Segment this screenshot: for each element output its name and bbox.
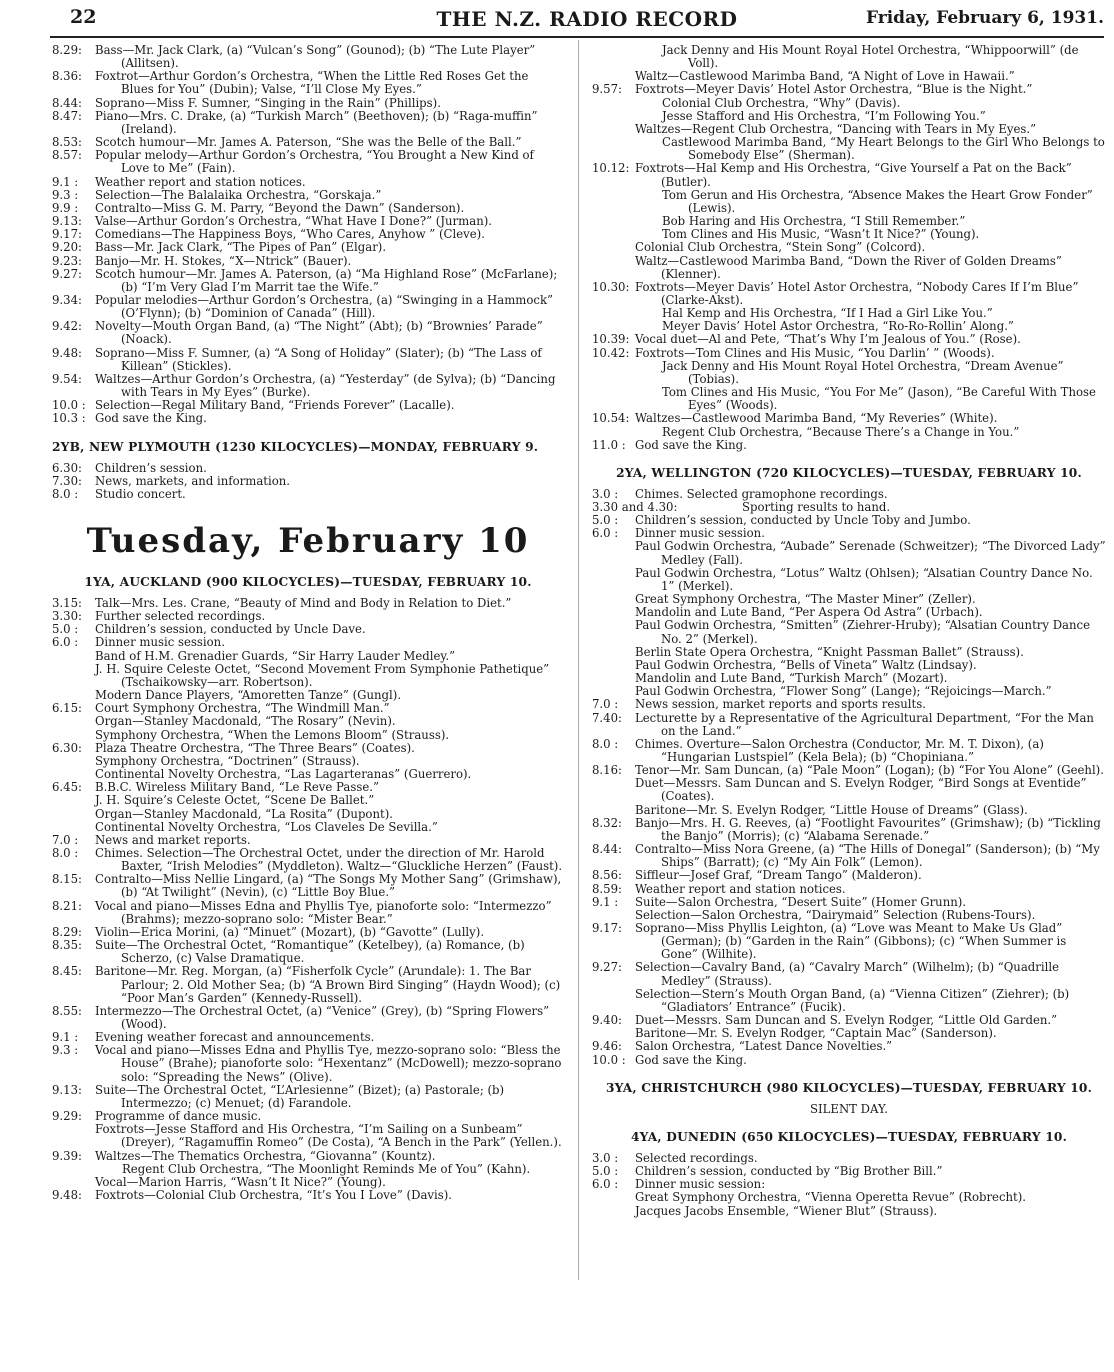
- entry-text: Selection—Salon Orchestra, “Dairymaid” Selection (Rubens-Tours).: [635, 907, 1036, 922]
- programme-entry: [52, 412, 564, 425]
- programme-entry: [592, 83, 1106, 96]
- entry-text: Court Symphony Orchestra, “The Windmill Man.”: [95, 701, 390, 716]
- entry-time: 8.56:: [592, 868, 622, 883]
- entry-text: Chimes. Selection—The Orchestral Octet, under the direction of Mr. Harold Baxter, “Irish Melodies” (Myddleton). Waltz—“Gluckliche Herzen” (Faust).: [95, 845, 563, 874]
- entry-text: News and market reports.: [95, 832, 251, 847]
- entry-text: Valse—Arthur Gordon’s Orchestra, “What Have I Done?” (Jurman).: [95, 214, 492, 229]
- programme-entry: [592, 883, 1106, 896]
- page-number: 22: [70, 6, 97, 28]
- entry-time: 9.27:: [52, 266, 82, 281]
- entry-time: 7.0 :: [592, 697, 619, 712]
- programme-list: [52, 597, 564, 1202]
- entry-text: Baritone—Mr. S. Evelyn Rodger, “Little House of Dreams” (Glass).: [635, 802, 1028, 817]
- programme-entry: [592, 961, 1106, 987]
- entry-text: Symphony Orchestra, “Doctrinen” (Strauss).: [95, 753, 360, 768]
- entry-time: 8.15:: [52, 872, 82, 887]
- entry-text: Studio concert.: [95, 486, 186, 501]
- entry-text: Paul Godwin Orchestra, “Bells of Vineta” Waltz (Lindsay).: [635, 657, 977, 672]
- programme-entry: [592, 922, 1106, 961]
- entry-text: Soprano—Miss F. Sumner, “Singing in the Rain” (Phillips).: [95, 95, 441, 110]
- entry-time: 9.9 :: [52, 200, 79, 215]
- entry-time: 11.0 :: [592, 437, 626, 452]
- entry-text: Contralto—Miss Nora Greene, (a) “The Hills of Donegal” (Sanderson); (b) “My Ships” (Barratt); (c) “My Ain Folk” (Lemon).: [635, 842, 1100, 870]
- programme-entry: [52, 965, 564, 1004]
- programme-entry: [52, 1163, 564, 1176]
- entry-text: Jack Denny and His Mount Royal Hotel Orchestra, “Whippoorwill” (de Voll).: [662, 43, 1079, 71]
- entry-text: Dinner music session:: [635, 1177, 766, 1192]
- programme-entry: [52, 794, 564, 807]
- programme-entry: [52, 1150, 564, 1163]
- entry-time: 10.39:: [592, 332, 630, 347]
- masthead-title: THE N.Z. RADIO RECORD: [436, 7, 738, 31]
- programme-entry: [52, 44, 564, 70]
- entry-time: 10.0 :: [52, 398, 86, 413]
- programme-entry: [592, 896, 1106, 909]
- programme-entry: [592, 347, 1106, 360]
- entry-text: Selection—Stern’s Mouth Organ Band, (a) “Vienna Citizen” (Ziehrer); (b) “Gladiators’ Entrance” (Fucik).: [635, 986, 1070, 1014]
- programme-entry: [52, 636, 564, 649]
- entry-time: 9.13:: [52, 214, 82, 229]
- entry-text: Waltzes—Castlewood Marimba Band, “My Reveries” (White).: [635, 411, 998, 426]
- entry-time: 8.29:: [52, 43, 82, 57]
- entry-text: Tom Clines and His Music, “Wasn’t It Nice?” (Young).: [662, 227, 980, 242]
- entry-time: 7.30:: [52, 473, 82, 488]
- entry-text: Piano—Mrs. C. Drake, (a) “Turkish March” (Beethoven); (b) “Raga-muffin” (Ireland).: [95, 108, 538, 136]
- entry-time: 3.0 :: [592, 1150, 619, 1165]
- programme-entry: [52, 939, 564, 965]
- entry-time: 3.30:: [52, 609, 82, 624]
- programme-entry: [52, 97, 564, 110]
- entry-time: 8.53:: [52, 135, 82, 150]
- entry-text: J. H. Squire Celeste Octet, “Second Movement From Symphonie Pathetique” (Tschaikowsky—arr. Robertson).: [95, 661, 550, 689]
- programme-entry: [52, 808, 564, 821]
- entry-time: 8.29:: [52, 924, 82, 939]
- programme-entry: [592, 255, 1106, 281]
- entry-text: Waltzes—The Thematics Orchestra, “Giovanna” (Kountz).: [95, 1148, 436, 1163]
- programme-entry: [592, 439, 1106, 452]
- entry-time: 10.30:: [592, 279, 630, 294]
- programme-entry: [592, 646, 1106, 659]
- entry-text: Dinner music session.: [635, 526, 765, 541]
- entry-text: Banjo—Mrs. H. G. Reeves, (a) “Footlight Favourites” (Grimshaw); (b) “Tickling the Banjo” (Morris); (c) “Alabama Serenade.”: [635, 815, 1101, 843]
- entry-text: Mandolin and Lute Band, “Turkish March” (Mozart).: [635, 671, 948, 686]
- entry-text: Paul Godwin Orchestra, “Aubade” Serenade (Schweitzer); “The Divorced Lady” Medley (Fall).: [635, 539, 1106, 567]
- entry-time: 9.48:: [52, 345, 82, 360]
- programme-entry: [592, 189, 1106, 215]
- entry-time: 9.17:: [592, 921, 622, 935]
- entry-text: Organ—Stanley Macdonald, “La Rosita” (Dupont).: [95, 806, 393, 821]
- entry-text: Foxtrots—Meyer Davis’ Hotel Astor Orchestra, “Blue is the Night.”: [635, 82, 1033, 97]
- programme-entry: [52, 715, 564, 728]
- programme-entry: [52, 475, 564, 488]
- programme-entry: [52, 294, 564, 320]
- entry-text: B.B.C. Wireless Military Band, “Le Reve Passe.”: [95, 780, 379, 795]
- entry-text: Weather report and station notices.: [635, 881, 846, 896]
- entry-text: Vocal and piano—Misses Edna and Phyllis Tye, pianoforte solo: “Intermezzo” (Brahms); mezzo-soprano solo: “Mister Bear.”: [95, 898, 552, 926]
- entry-time: 5.0 :: [592, 1164, 619, 1179]
- right-column: [592, 44, 1106, 1218]
- programme-entry: [592, 281, 1106, 307]
- programme-list: [52, 44, 564, 426]
- entry-text: Paul Godwin Orchestra, “Smitten” (Ziehrer-Hruby); “Alsatian Country Dance No. 2” (Merkel).: [635, 618, 1091, 646]
- entry-text: News, markets, and information.: [95, 473, 291, 488]
- programme-entry: [52, 488, 564, 501]
- entry-text: Band of H.M. Grenadier Guards, “Sir Harry Lauder Medley.”: [95, 648, 456, 663]
- programme-entry: [592, 110, 1106, 123]
- entry-text: Foxtrot—Arthur Gordon’s Orchestra, “When the Little Red Roses Get the Blues for You” (Dubin); Valse, “I’ll Close My Eyes.”: [95, 69, 529, 97]
- entry-time: 8.44:: [52, 95, 82, 110]
- entry-text: Weather report and station notices.: [95, 174, 306, 189]
- entry-text: Soprano—Miss Phyllis Leighton, (a) “Love was Meant to Make Us Glad” (German); (b) “Garden in the Rain” (Gibbons); (c) “When Summer is Gone” (Wilhite).: [635, 921, 1067, 962]
- entry-text: Comedians—The Happiness Boys, “Who Cares, Anyhow ” (Cleve).: [95, 227, 485, 242]
- entry-text: Foxtrots—Jesse Stafford and His Orchestra, “I’m Sailing on a Sunbeam” (Dreyer), “Ragamuffin Romeo” (De Costa), “A Bench in the Park” (Yellen.).: [95, 1122, 562, 1150]
- entry-text: Scotch humour—Mr. James A. Paterson, “She was the Belle of the Ball.”: [95, 135, 522, 150]
- entry-text: Castlewood Marimba Band, “My Heart Belongs to the Girl Who Belongs to Somebody Else” (Sherman).: [662, 135, 1105, 163]
- entry-text: Plaza Theatre Orchestra, “The Three Bears” (Coates).: [95, 740, 415, 755]
- programme-entry: [52, 742, 564, 755]
- programme-entry: [592, 1205, 1106, 1218]
- entry-text: Suite—Salon Orchestra, “Desert Suite” (Homer Grunn).: [635, 894, 967, 909]
- entry-time: 7.40:: [592, 710, 622, 725]
- programme-entry: [52, 1084, 564, 1110]
- entry-text: Baritone—Mr. S. Evelyn Rodger, “Captain Mac” (Sanderson).: [635, 1026, 997, 1041]
- programme-entry: [52, 110, 564, 136]
- entry-time: 5.0 :: [52, 622, 79, 637]
- programme-entry: [592, 712, 1106, 738]
- entry-time: 6.0 :: [592, 526, 619, 541]
- entry-text: Selected recordings.: [635, 1150, 758, 1165]
- entry-time: 10.0 :: [592, 1052, 626, 1067]
- programme-entry: [592, 1054, 1106, 1067]
- entry-text: Waltz—Castlewood Marimba Band, “A Night of Love in Hawaii.”: [635, 69, 1015, 84]
- programme-entry: [592, 241, 1106, 254]
- entry-time: 9.13:: [52, 1082, 82, 1097]
- entry-time: 10.3 :: [52, 411, 86, 426]
- station-heading: 4YA, DUNEDIN (650 KILOCYCLES)—TUESDAY, FEBRUARY 10.: [630, 1129, 1068, 1144]
- programme-entry: [592, 1040, 1106, 1053]
- programme-entry: [592, 44, 1106, 70]
- programme-entry: [592, 567, 1106, 593]
- programme-entry: [52, 900, 564, 926]
- entry-text: Jack Denny and His Mount Royal Hotel Orchestra, “Dream Avenue” (Tobias).: [662, 358, 1064, 386]
- programme-entry: [52, 650, 564, 663]
- entry-text: Chimes. Selected gramophone recordings.: [635, 486, 888, 501]
- programme-entry: [52, 268, 564, 294]
- entry-time: 9.42:: [52, 319, 82, 334]
- entry-text: News session, market reports and sports results.: [635, 697, 926, 712]
- page-header: [70, 6, 1104, 38]
- programme-entry: [52, 663, 564, 689]
- entry-time: 9.1 :: [52, 174, 79, 189]
- entry-text: Paul Godwin Orchestra, “Flower Song” (Lange); “Rejoicings—March.”: [635, 684, 1052, 699]
- entry-time: 9.20:: [52, 240, 82, 255]
- programme-entry: [592, 360, 1106, 386]
- entry-time: 8.0 :: [592, 736, 619, 751]
- entry-text: Berlin State Opera Orchestra, “Knight Passman Ballet” (Strauss).: [635, 644, 1024, 659]
- entry-time: 7.0 :: [52, 832, 79, 847]
- entry-time: 8.32:: [592, 815, 622, 830]
- entry-text: Duet—Messrs. Sam Duncan and S. Evelyn Rodger, “Bird Songs at Eventide” (Coates).: [635, 776, 1087, 804]
- entry-text: J. H. Squire’s Celeste Octet, “Scene De Ballet.”: [95, 793, 375, 808]
- programme-entry: [52, 729, 564, 742]
- entry-time: 8.35:: [52, 938, 82, 953]
- entry-text: Organ—Stanley Macdonald, “The Rosary” (Nevin).: [95, 714, 396, 729]
- entry-text: Children’s session.: [95, 460, 207, 475]
- programme-list: [592, 44, 1106, 452]
- entry-text: Modern Dance Players, “Amoretten Tanze” (Gungl).: [95, 688, 402, 703]
- entry-text: Colonial Club Orchestra, “Stein Song” (Colcord).: [635, 240, 926, 255]
- entry-text: Children’s session, conducted by Uncle Toby and Jumbo.: [635, 513, 971, 528]
- programme-entry: [592, 817, 1106, 843]
- programme-list: [52, 462, 564, 501]
- entry-text: Continental Novelty Orchestra, “Los Claveles De Sevilla.”: [95, 819, 438, 834]
- entry-time: 8.59:: [592, 881, 622, 896]
- entry-text: Popular melodies—Arthur Gordon’s Orchestra, (a) “Swinging in a Hammock” (O’Flynn); (b) “Dominion of Canada” (Hill).: [95, 292, 554, 321]
- programme-entry: [592, 333, 1106, 346]
- issue-date: Friday, February 6, 1931.: [866, 8, 1104, 28]
- entry-time: 10.54:: [592, 411, 630, 426]
- programme-entry: [52, 373, 564, 399]
- entry-time: 8.57:: [52, 148, 82, 163]
- entry-text: Scotch humour—Mr. James A. Paterson, (a) “Ma Highland Rose” (McFarlane); (b) “I’m Very Glad I’m Marrit tae the Wife.”: [95, 266, 558, 294]
- programme-entry: [52, 1123, 564, 1149]
- entry-text: Further selected recordings.: [95, 609, 266, 624]
- entry-text: Continental Novelty Orchestra, “Las Lagarteranas” (Guerrero).: [95, 767, 472, 782]
- entry-text: Symphony Orchestra, “When the Lemons Bloom” (Strauss).: [95, 727, 450, 742]
- entry-time: 3.0 :: [592, 486, 619, 501]
- entry-text: Foxtrots—Meyer Davis’ Hotel Astor Orchestra, “Nobody Cares If I’m Blue” (Clarke-Akst).: [635, 279, 1079, 307]
- programme-entry: [52, 347, 564, 373]
- entry-text: Novelty—Mouth Organ Band, (a) “The Night” (Abt); (b) “Brownies’ Parade” (Noack).: [95, 319, 543, 347]
- entry-time: 9.39:: [52, 1148, 82, 1163]
- entry-time: 9.34:: [52, 292, 82, 307]
- entry-text: God save the King.: [635, 437, 747, 452]
- entry-text: Foxtrots—Colonial Club Orchestra, “It’s You I Love” (Davis).: [95, 1188, 453, 1203]
- entry-text: Mandolin and Lute Band, “Per Aspera Od Astra” (Urbach).: [635, 605, 983, 620]
- entry-text: Siffleur—Josef Graf, “Dream Tango” (Malderon).: [635, 868, 922, 883]
- programme-entry: [52, 189, 564, 202]
- entry-text: Selection—Cavalry Band, (a) “Cavalry March” (Wilhelm); (b) “Quadrille Medley” (Strauss).: [635, 960, 1060, 988]
- programme-entry: [592, 619, 1106, 645]
- entry-text: Bass—Mr. Jack Clark, “The Pipes of Pan” (Elgar).: [95, 240, 387, 255]
- entry-text: Jacques Jacobs Ensemble, “Wiener Blut” (Strauss).: [635, 1203, 938, 1218]
- entry-time: 8.55:: [52, 1003, 82, 1018]
- entry-text: Violin—Erica Morini, (a) “Minuet” (Mozart), (b) “Gavotte” (Lully).: [95, 924, 485, 939]
- day-title: Tuesday, February 10: [86, 521, 530, 561]
- entry-text: Tom Gerun and His Orchestra, “Absence Makes the Heart Grow Fonder” (Lewis).: [662, 187, 1093, 215]
- entry-text: Waltz—Castlewood Marimba Band, “Down the River of Golden Dreams” (Klenner).: [635, 253, 1062, 281]
- programme-list: [592, 488, 1106, 1067]
- programme-entry: [592, 738, 1106, 764]
- programme-entry: [52, 70, 564, 96]
- entry-text: Talk—Mrs. Les. Crane, “Beauty of Mind and Body in Relation to Diet.”: [95, 596, 512, 610]
- entry-text: Banjo—Mr. H. Stokes, “X—Ntrick” (Bauer).: [95, 253, 352, 268]
- entry-text: Bob Haring and His Orchestra, “I Still Remember.”: [662, 214, 966, 229]
- entry-text: Duet—Messrs. Sam Duncan and S. Evelyn Rodger, “Little Old Garden.”: [635, 1013, 1058, 1028]
- entry-time: 9.29:: [52, 1109, 82, 1124]
- entry-time: 8.47:: [52, 108, 82, 123]
- entry-text: Great Symphony Orchestra, “The Master Miner” (Zeller).: [635, 592, 976, 607]
- programme-entry: [592, 136, 1106, 162]
- header-rule: [50, 36, 1104, 38]
- entry-time: 8.44:: [592, 842, 622, 857]
- programme-entry: [52, 241, 564, 254]
- entry-time: 10.42:: [592, 345, 630, 360]
- programme-entry: [592, 1191, 1106, 1204]
- programme-entry: [52, 847, 564, 873]
- entry-time: 8.36:: [52, 69, 82, 84]
- programme-entry: [592, 412, 1106, 425]
- entry-time: 3.15:: [52, 596, 82, 610]
- entry-text: Great Symphony Orchestra, “Vienna Operetta Revue” (Robrecht).: [635, 1190, 1027, 1205]
- entry-text: Sporting results to hand.: [742, 500, 891, 514]
- entry-time: 3.30 and 4.30:: [592, 500, 678, 514]
- entry-time: 10.12:: [592, 161, 630, 176]
- entry-time: 9.23:: [52, 253, 82, 268]
- entry-text: Regent Club Orchestra, “The Moonlight Reminds Me of You” (Kahn).: [122, 1161, 531, 1176]
- entry-text: Children’s session, conducted by Uncle Dave.: [95, 622, 366, 637]
- programme-entry: [592, 869, 1106, 882]
- entry-text: Popular melody—Arthur Gordon’s Orchestra, “You Brought a New Kind of Love to Me” (Fain).: [95, 148, 534, 176]
- entry-text: Hal Kemp and His Orchestra, “If I Had a Girl Like You.”: [662, 306, 993, 321]
- programme-entry: [52, 1189, 564, 1202]
- entry-text: Lecturette by a Representative of the Agricultural Department, “For the Man on the Land.”: [635, 710, 1094, 738]
- entry-time: 8.0 :: [52, 845, 79, 860]
- entry-text: Foxtrots—Tom Clines and His Music, “You Darlin’ ” (Woods).: [635, 345, 995, 360]
- programme-entry: [52, 873, 564, 899]
- entry-text: Vocal and piano—Misses Edna and Phyllis Tye, mezzo-soprano solo: “Bless the House” (Brahe); pianoforte solo: “Hexentanz” (McDowell); mezzo-soprano solo: “Spreading the News” (Olive).: [95, 1043, 562, 1084]
- entry-text: Vocal—Marion Harris, “Wasn’t It Nice?” (Young).: [95, 1174, 386, 1189]
- programme-list: [592, 1152, 1106, 1218]
- entry-time: 6.15:: [52, 701, 82, 716]
- entry-time: 9.3 :: [52, 1043, 79, 1058]
- entry-text: Foxtrots—Hal Kemp and His Orchestra, “Give Yourself a Pat on the Back” (Butler).: [635, 161, 1072, 189]
- entry-time: 8.45:: [52, 964, 82, 979]
- station-heading: 2YA, WELLINGTON (720 KILOCYCLES)—TUESDAY, FEBRUARY 10.: [616, 465, 1082, 480]
- entry-text: Chimes. Overture—Salon Orchestra (Conductor, Mr. M. T. Dixon), (a) “Hungarian Lustspiel” (Kela Bela); (b) “Chopiniana.”: [635, 736, 1044, 764]
- entry-text: Contralto—Miss Nellie Lingard, (a) “The Songs My Mother Sang” (Grimshaw), (b) “At Twilight” (Nevin), (c) “Little Boy Blue.”: [95, 872, 562, 900]
- entry-text: Programme of dance music.: [95, 1109, 262, 1124]
- entry-text: God save the King.: [635, 1052, 747, 1067]
- entry-text: Intermezzo—The Orchestral Octet, (a) “Venice” (Grey), (b) “Spring Flowers” (Wood).: [95, 1003, 550, 1031]
- entry-time: 9.3 :: [52, 187, 79, 202]
- entry-text: Jesse Stafford and His Orchestra, “I’m Following You.”: [662, 108, 986, 123]
- programme-entry: [592, 843, 1106, 869]
- entry-time: 9.57:: [592, 82, 622, 97]
- programme-entry: [52, 834, 564, 847]
- programme-entry: [592, 988, 1106, 1014]
- entry-text: Vocal duet—Al and Pete, “That’s Why I’m Jealous of You.” (Rose).: [635, 332, 1021, 347]
- programme-entry: [52, 1005, 564, 1031]
- entry-time: 9.27:: [592, 960, 622, 975]
- entry-text: Waltzes—Regent Club Orchestra, “Dancing with Tears in My Eyes.”: [635, 121, 1037, 136]
- entry-text: Suite—The Orchestral Octet, “Romantique” (Ketelbey), (a) Romance, (b) Scherzo, (c) Valse Dramatique.: [95, 938, 525, 966]
- programme-entry: [52, 462, 564, 475]
- entry-text: Soprano—Miss F. Sumner, (a) “A Song of Holiday” (Slater); (b) “The Lass of Killean” (Stickles).: [95, 345, 542, 373]
- entry-time: 6.30:: [52, 740, 82, 755]
- programme-entry: [592, 386, 1106, 412]
- entry-text: Contralto—Miss G. M. Parry, “Beyond the Dawn” (Sanderson).: [95, 200, 465, 215]
- entry-text: Salon Orchestra, “Latest Dance Novelties.”: [635, 1039, 893, 1054]
- entry-text: Tenor—Mr. Sam Duncan, (a) “Pale Moon” (Logan); (b) “For You Alone” (Geehl).: [635, 763, 1104, 778]
- programme-entry: [592, 426, 1106, 439]
- entry-text: Baritone—Mr. Reg. Morgan, (a) “Fisherfolk Cycle” (Arundale): 1. The Bar Parlour; 2. Old Mother Sea; (b) “A Brown Bird Singing” (Haydn Wood); (c) “Poor Man’s Garden” (Kennedy-Russell).: [95, 964, 561, 1005]
- entry-time: 9.1 :: [592, 894, 619, 909]
- entry-time: 5.0 :: [592, 513, 619, 528]
- entry-time: 6.30:: [52, 460, 82, 475]
- programme-entry: [52, 255, 564, 268]
- column-divider: [578, 40, 579, 1280]
- station-heading: 2YB, NEW PLYMOUTH (1230 KILOCYCLES)—MONDAY, FEBRUARY 9.: [52, 439, 539, 454]
- programme-entry: [52, 176, 564, 189]
- left-column: [52, 44, 564, 1202]
- programme-entry: [52, 149, 564, 175]
- entry-time: 9.17:: [52, 227, 82, 242]
- programme-entry: [52, 821, 564, 834]
- station-heading: 1YA, AUCKLAND (900 KILOCYCLES)—TUESDAY, FEBRUARY 10.: [84, 575, 532, 589]
- programme-entry: [52, 320, 564, 346]
- entry-time: 9.1 :: [52, 1030, 79, 1045]
- entry-time: 6.0 :: [52, 635, 79, 650]
- entry-time: 6.45:: [52, 780, 82, 795]
- entry-time: 9.40:: [592, 1013, 622, 1028]
- entry-text: Selection—The Balalaika Orchestra, “Gorskaja.”: [95, 187, 382, 202]
- entry-text: Evening weather forecast and announcements.: [95, 1030, 375, 1045]
- entry-text: Selection—Regal Military Band, “Friends Forever” (Lacalle).: [95, 398, 455, 413]
- entry-text: Children’s session, conducted by “Big Brother Bill.”: [635, 1164, 943, 1179]
- entry-text: Regent Club Orchestra, “Because There’s a Change in You.”: [662, 424, 1020, 439]
- station-heading: 3YA, CHRISTCHURCH (980 KILOCYCLES)—TUESDAY, FEBRUARY 10.: [605, 1080, 1093, 1095]
- entry-time: 8.21:: [52, 898, 82, 913]
- entry-text: Meyer Davis’ Hotel Astor Orchestra, “Ro-Ro-Rollin’ Along.”: [662, 319, 1014, 334]
- programme-entry: [592, 804, 1106, 817]
- programme-entry: [592, 698, 1106, 711]
- entry-text: Tom Clines and His Music, “You For Me” (Jason), “Be Careful With Those Eyes” (Woods).: [662, 385, 1096, 413]
- entry-text: Bass—Mr. Jack Clark, (a) “Vulcan’s Song” (Gounod); (b) “The Lute Player” (Allitsen).: [95, 43, 536, 71]
- entry-time: 8.16:: [592, 763, 622, 778]
- entry-text: Paul Godwin Orchestra, “Lotus” Waltz (Ohlsen); “Alsatian Country Dance No. 1” (Merkel).: [635, 565, 1093, 593]
- entry-text: Suite—The Orchestral Octet, “L’Arlesienne” (Bizet); (a) Pastorale; (b) Intermezzo; (c) Menuet; (d) Farandole.: [95, 1082, 505, 1110]
- programme-entry: [52, 1044, 564, 1083]
- entry-text: Waltzes—Arthur Gordon’s Orchestra, (a) “Yesterday” (de Sylva); (b) “Dancing with Tears in My Eyes” (Burke).: [95, 371, 556, 400]
- programme-entry: [592, 162, 1106, 188]
- entry-text: Colonial Club Orchestra, “Why” (Davis).: [662, 95, 901, 110]
- silent-day-note: SILENT DAY.: [810, 1101, 888, 1116]
- programme-entry: [592, 777, 1106, 803]
- entry-time: 6.0 :: [592, 1177, 619, 1192]
- entry-time: 8.0 :: [52, 486, 79, 501]
- entry-time: 9.48:: [52, 1188, 82, 1203]
- entry-time: 9.54:: [52, 371, 82, 386]
- programme-entry: [592, 97, 1106, 110]
- entry-text: God save the King.: [95, 411, 207, 426]
- entry-text: Dinner music session.: [95, 635, 225, 650]
- programme-entry: [592, 540, 1106, 566]
- entry-time: 9.46:: [592, 1039, 622, 1054]
